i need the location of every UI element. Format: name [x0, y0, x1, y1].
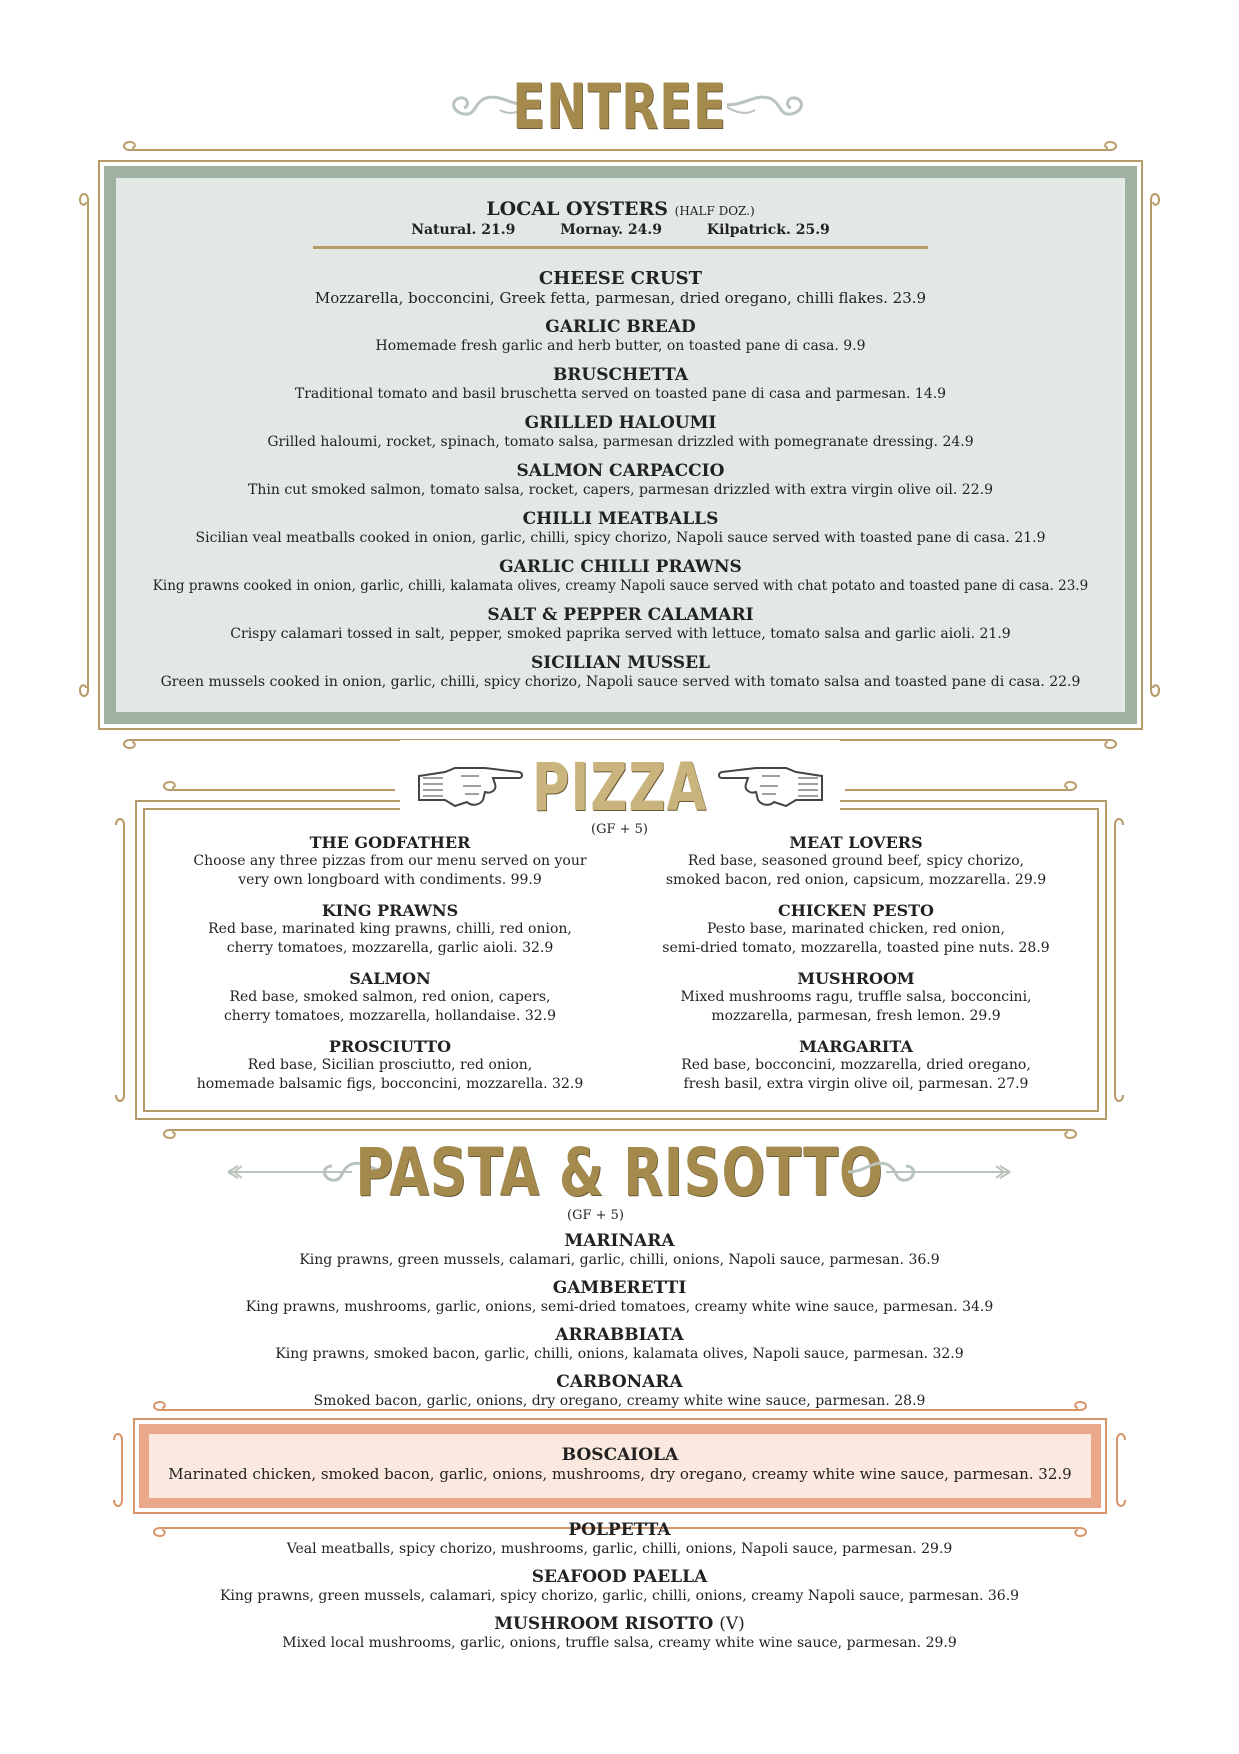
item-desc: fresh basil, extra virgin olive oil, parmesan. 27.9 [683, 1076, 1029, 1092]
pizza-gf-note: (GF + 5) [591, 822, 648, 837]
item-desc: very own longboard with condiments. 99.9 [238, 872, 542, 888]
menu-item [116, 557, 1125, 596]
item-desc: Homemade fresh garlic and herb butter, on toasted pane di casa. 9.9 [375, 338, 866, 354]
item-name: BRUSCHETTA [552, 365, 689, 385]
entree-panel [104, 166, 1137, 724]
menu-item [116, 317, 1125, 356]
item-desc: King prawns, smoked bacon, garlic, chilli, onions, kalamata olives, Napoli sauce, parmesan. 32.9 [275, 1346, 964, 1362]
item-desc: Mixed local mushrooms, garlic, onions, truffle salsa, creamy white wine sauce, parmesan. 29.9 [282, 1635, 957, 1651]
item-desc: Crispy calamari tossed in salt, pepper, smoked paprika served with lettuce, tomato salsa and garlic aioli. 21.9 [230, 626, 1011, 642]
item-name: ARRABBIATA [555, 1325, 684, 1345]
menu-item [0, 1278, 1239, 1317]
item-desc: Red base, bocconcini, mozzarella, dried oregano, [681, 1057, 1031, 1073]
item-desc: King prawns cooked in onion, garlic, chilli, kalamata olives, creamy Napoli sauce served with chat potato and toasted pane di casa. 23.9 [152, 578, 1089, 594]
pointing-hand-icon [716, 760, 826, 816]
item-desc: Mozzarella, bocconcini, Greek fetta, parmesan, dried oregano, chilli flakes. 23.9 [314, 289, 927, 307]
pizza-right-column [636, 833, 1076, 1105]
menu-item [0, 1614, 1239, 1653]
oysters-heading [116, 198, 1125, 220]
pizza-title: PIZZA [531, 749, 708, 826]
item-name: SALMON CARPACCIO [516, 461, 725, 481]
menu-item [116, 365, 1125, 404]
item-desc: cherry tomatoes, mozzarella, garlic aioli. 32.9 [226, 940, 554, 956]
item-desc: Veal meatballs, spicy chorizo, mushrooms, garlic, chilli, onions, Napoli sauce, parmesan. 29.9 [286, 1541, 953, 1557]
vegetarian-tag: (V) [719, 1614, 745, 1634]
item-desc: smoked bacon, red onion, capsicum, mozzarella. 29.9 [665, 872, 1047, 888]
pasta-list [0, 1231, 1239, 1419]
menu-item [116, 413, 1125, 452]
item-desc: Pesto base, marinated chicken, red onion, [707, 921, 1005, 937]
item-name: SEAFOOD PAELLA [531, 1567, 708, 1587]
item-desc: Grilled haloumi, rocket, spinach, tomato salsa, parmesan drizzled with pomegranate dressing. 24.9 [267, 434, 974, 450]
item-name: MUSHROOM [797, 969, 915, 988]
item-desc: Smoked bacon, garlic, onions, dry oregano, creamy white wine sauce, parmesan. 28.9 [313, 1393, 926, 1409]
oysters-name: LOCAL OYSTERS [486, 198, 669, 220]
item-desc: King prawns, mushrooms, garlic, onions, semi-dried tomatoes, creamy white wine sauce, parmesan. 34.9 [245, 1299, 994, 1315]
item-desc: Red base, marinated king prawns, chilli, red onion, [208, 921, 572, 937]
menu-item [636, 833, 1076, 890]
oysters-divider [313, 246, 928, 249]
item-name: CHICKEN PESTO [778, 901, 934, 920]
menu-item [116, 653, 1125, 692]
item-name: MARINARA [564, 1231, 675, 1251]
item-name: SICILIAN MUSSEL [531, 653, 710, 673]
menu-item [116, 461, 1125, 500]
pizza-left-column [170, 833, 610, 1105]
menu-item [0, 1231, 1239, 1270]
menu-item [170, 901, 610, 958]
item-desc: Mixed mushrooms ragu, truffle salsa, bocconcini, [680, 989, 1032, 1005]
right-arrow-flourish-icon [846, 1152, 1016, 1192]
item-desc: Red base, seasoned ground beef, spicy chorizo, [687, 853, 1025, 869]
oyster-price-natural: Natural. 21.9 [411, 222, 516, 238]
item-name: MUSHROOM RISOTTO [494, 1614, 714, 1634]
menu-item [636, 969, 1076, 1026]
item-name-row [0, 1614, 1239, 1634]
item-name: KING PRAWNS [321, 901, 459, 920]
oyster-price-mornay: Mornay. 24.9 [560, 222, 663, 238]
menu-item [0, 1567, 1239, 1606]
item-desc: homemade balsamic figs, bocconcini, mozzarella. 32.9 [196, 1076, 584, 1092]
item-name: THE GODFATHER [309, 833, 471, 852]
item-desc: Red base, smoked salmon, red onion, capers, [229, 989, 551, 1005]
item-desc: Sicilian veal meatballs cooked in onion, garlic, chilli, spicy chorizo, Napoli sauce served with toasted pane di casa. 21.9 [195, 530, 1046, 546]
item-name: GARLIC BREAD [545, 317, 696, 337]
item-desc: Thin cut smoked salmon, tomato salsa, rocket, capers, parmesan drizzled with extra virgin olive oil. 22.9 [248, 482, 993, 498]
item-name: CARBONARA [556, 1372, 683, 1392]
menu-item [149, 1434, 1091, 1498]
pasta-title: PASTA & RISOTTO [355, 1134, 884, 1211]
menu-item [0, 1325, 1239, 1364]
item-desc: semi-dried tomato, mozzarella, toasted pine nuts. 28.9 [662, 940, 1050, 956]
item-desc: Traditional tomato and basil bruschetta served on toasted pane di casa and parmesan. 14.9 [294, 386, 947, 402]
item-desc: Green mussels cooked in onion, garlic, chilli, spicy chorizo, Napoli sauce served with tomato salsa and toasted pane di casa. 22.9 [160, 674, 1081, 690]
item-name: SALT & PEPPER CALAMARI [487, 605, 754, 625]
item-desc: King prawns, green mussels, calamari, spicy chorizo, garlic, chilli, onions, creamy Napoli sauce, parmesan. 36.9 [219, 1588, 1020, 1604]
item-desc: Red base, Sicilian prosciutto, red onion, [247, 1057, 533, 1073]
menu-item [116, 269, 1125, 308]
item-name: MARGARITA [799, 1037, 913, 1056]
item-desc: mozzarella, parmesan, fresh lemon. 29.9 [711, 1008, 1001, 1024]
entree-title: ENTREE [512, 70, 727, 143]
pasta-gf-note: (GF + 5) [567, 1208, 624, 1223]
item-name: GRILLED HALOUMI [524, 413, 717, 433]
item-name: CHILLI MEATBALLS [522, 509, 719, 529]
menu-item [636, 1037, 1076, 1094]
menu-item [636, 901, 1076, 958]
oysters-note: (HALF DOZ.) [674, 204, 755, 218]
item-desc: Marinated chicken, smoked bacon, garlic, onions, mushrooms, dry oregano, creamy white wine sauce, parmesan. 32.9 [168, 1465, 1072, 1483]
item-name: PROSCIUTTO [328, 1037, 452, 1056]
pasta-list-continued [0, 1520, 1239, 1661]
item-name: CHEESE CRUST [538, 268, 703, 289]
item-name: BOSCAIOLA [561, 1445, 679, 1465]
menu-item [170, 969, 610, 1026]
item-desc: Choose any three pizzas from our menu served on your [193, 853, 587, 869]
item-name: GAMBERETTI [552, 1278, 687, 1298]
item-desc: cherry tomatoes, mozzarella, hollandaise. 32.9 [223, 1008, 557, 1024]
item-name: MEAT LOVERS [789, 833, 923, 852]
item-name: POLPETTA [568, 1520, 671, 1540]
menu-item [170, 833, 610, 890]
item-desc: King prawns, green mussels, calamari, garlic, chilli, onions, Napoli sauce, parmesan. 36.9 [299, 1252, 940, 1268]
oysters-prices [116, 222, 1125, 238]
menu-item [0, 1520, 1239, 1559]
oyster-price-kilpatrick: Kilpatrick. 25.9 [706, 222, 830, 238]
menu-item [116, 509, 1125, 548]
item-name: GARLIC CHILLI PRAWNS [499, 557, 742, 577]
menu-item [170, 1037, 610, 1094]
menu-item [116, 605, 1125, 644]
special-panel [139, 1424, 1101, 1508]
item-name: SALMON [349, 969, 431, 988]
